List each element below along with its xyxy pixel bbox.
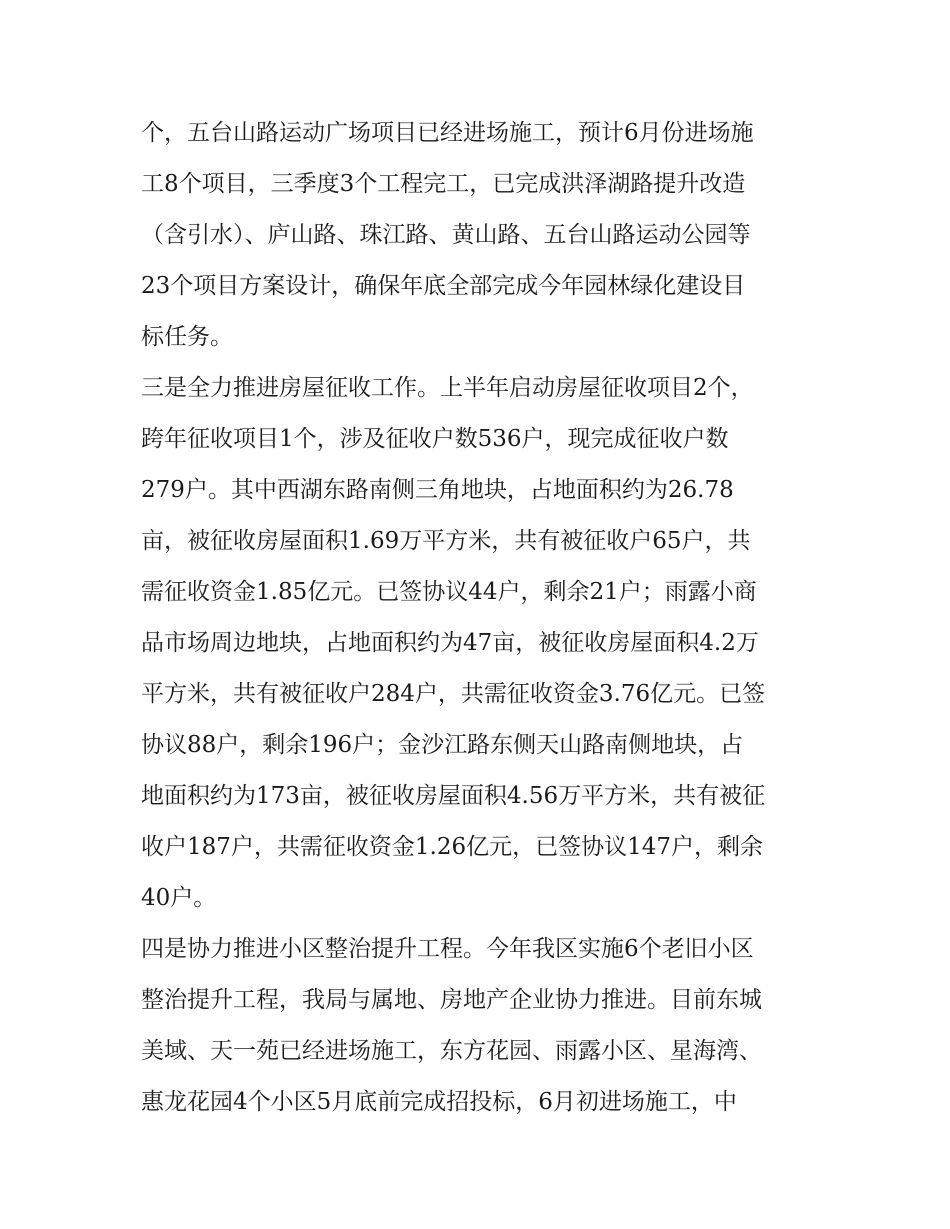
paragraph-heading-line: 三是全力推进房屋征收工作。上半年启动房屋征收项目2个， [141, 375, 754, 401]
text-line: 整治提升工程，我局与属地、房地产企业协力推进。目前东城 [141, 987, 762, 1013]
text-line: 标任务。 [141, 324, 233, 350]
text-line: 美域、天一苑已经进场施工，东方花园、雨露小区、星海湾、 [141, 1038, 762, 1064]
text-line: 需征收资金1.85亿元。已签协议44户，剩余21户；雨露小商 [141, 579, 757, 605]
paragraph-heading-line: 四是协力推进小区整治提升工程。今年我区实施6个老旧小区 [141, 936, 754, 962]
text-line: 23个项目方案设计，确保年底全部完成今年园林绿化建设目 [141, 273, 746, 299]
text-line: 40户。 [141, 885, 217, 911]
text-line: （含引水）、庐山路、珠江路、黄山路、五台山路运动公园等 [141, 222, 751, 248]
text-line: 协议88户，剩余196户；金沙江路东侧天山路南侧地块，占 [141, 732, 744, 758]
text-line: 工8个项目，三季度3个工程完工，已完成洪泽湖路提升改造 [141, 171, 746, 197]
text-line: 个，五台山路运动广场项目已经进场施工，预计6月份进场施 [141, 120, 754, 146]
text-line: 279户。其中西湖东路南侧三角地块，占地面积约为26.78 [141, 477, 734, 503]
text-line: 亩，被征收房屋面积1.69万平方米，共有被征收户65户，共 [141, 528, 751, 554]
text-line: 地面积约为173亩，被征收房屋面积4.56万平方米，共有被征 [141, 783, 766, 809]
body-text [141, 108, 831, 1128]
text-line: 收户187户，共需征收资金1.26亿元，已签协议147户，剩余 [141, 834, 764, 860]
text-line: 跨年征收项目1个，涉及征收户数536户，现完成征收户数 [141, 426, 729, 452]
text-line: 品市场周边地块，占地面积约为47亩，被征收房屋面积4.2万 [141, 630, 759, 656]
text-line: 平方米，共有被征收户284户，共需征收资金3.76亿元。已签 [141, 681, 766, 707]
text-line: 惠龙花园4个小区5月底前完成招投标，6月初进场施工，中 [141, 1089, 737, 1115]
